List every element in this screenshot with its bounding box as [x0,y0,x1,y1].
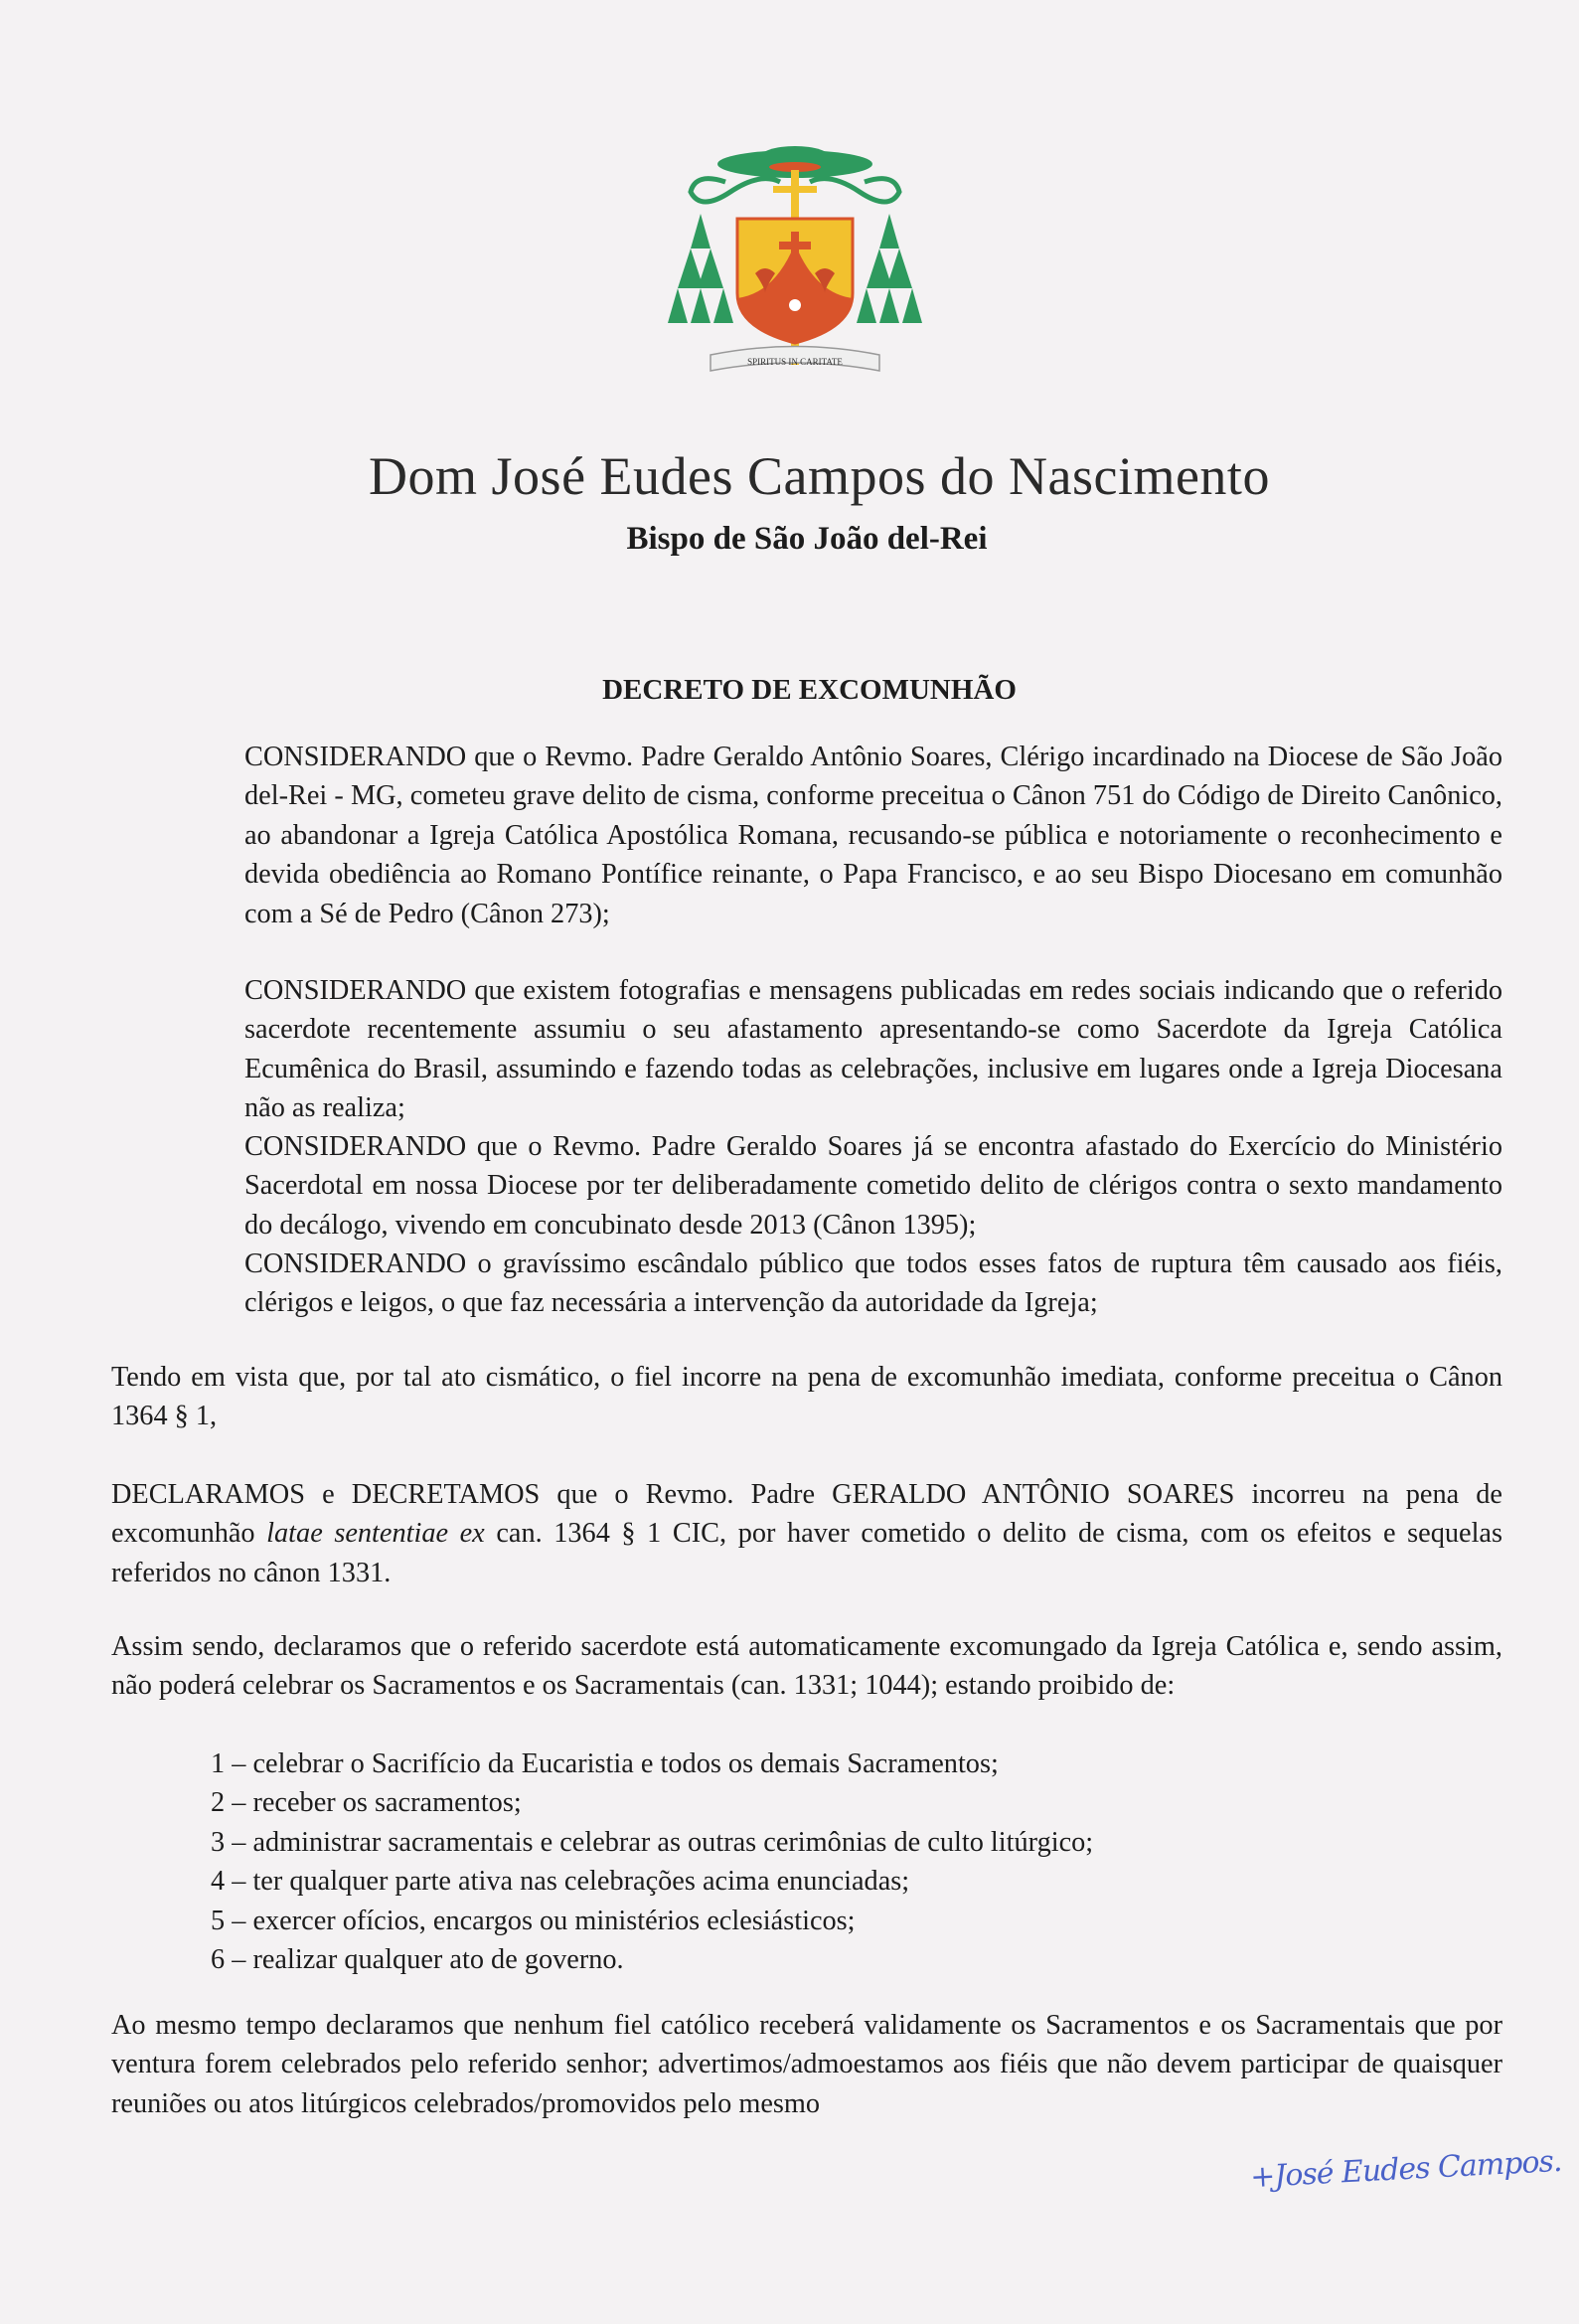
considerando-4: CONSIDERANDO o gravíssimo escândalo público que todos esses fatos de ruptura têm causado aos fiéis, clérigos e leigos, o que faz necessária a intervenção da autoridade da Igreja; [244,1248,1502,1319]
crest-motto: SPIRITUS IN CARITATE [747,357,843,367]
bishop-name: Dom José Eudes Campos do Nascimento [369,446,1270,506]
considerando-2: CONSIDERANDO que existem fotografias e mensagens publicadas em redes sociais indicando que o referido sacerdote recentemente assumiu o seu afastamento apresentando-se como Sacerdote da Igreja Católica Ecumênica do Brasil, assumindo e fazendo todas as celebrações, inclusive em lugares onde a Igreja Diocesana não as realiza; [244,975,1502,1124]
list-item: 5 – exercer ofícios, encargos ou ministérios eclesiásticos; [211,1905,856,1936]
tendo-em-vista-paragraph: Tendo em vista que, por tal ato cismático, o fiel incorre na pena de excomunhão imediata, conforme preceitua o Cânon 1364 § 1, [111,1362,1502,1432]
list-item: 6 – realizar qualquer ato de governo. [211,1944,624,1976]
declaramos-paragraph [111,1475,1502,1592]
declaramos-text-2: can. 1364 § 1 CIC, por haver cometido o delito de cisma, com os efeitos e sequelas referidos no cânon 1331. [111,1518,1502,1588]
latae-sententiae-text: latae sententiae ex [266,1518,485,1550]
list-item: 3 – administrar sacramentais e celebrar as outras cerimônias de culto litúrgico; [211,1826,1094,1858]
ao-mesmo-tempo-paragraph: Ao mesmo tempo declaramos que nenhum fiel católico receberá validamente os Sacramentos e os Sacramentais que por ventura forem celebrados pelo referido senhor; advertimos/admoestamos aos fiéis que não devem participar de quaisquer reuniões ou atos litúrgicos celebrados/promovidos pelo mesmo [111,2010,1502,2119]
coat-of-arms-icon [666,134,924,383]
considerando-3: CONSIDERANDO que o Revmo. Padre Geraldo Soares já se encontra afastado do Exercício do Ministério Sacerdotal em nossa Diocese por ter deliberadamente cometido delito de clérigos contra o sexto mandamento do decálogo, vivendo em concubinato desde 2013 (Cânon 1395); [244,1131,1502,1241]
list-item: 4 – ter qualquer parte ativa nas celebrações acima enunciadas; [211,1866,910,1898]
bishop-role: Bispo de São João del-Rei [626,521,988,557]
declaramos-text-1: DECLARAMOS e DECRETAMOS que o Revmo. Padre GERALDO ANTÔNIO SOARES incorreu na pena de excomunhão [111,1479,1502,1550]
prohibitions-list [211,1744,1093,1979]
decree-title: DECRETO DE EXCOMUNHÃO [602,674,1017,706]
list-item: 2 – receber os sacramentos; [211,1787,522,1819]
list-item: 1 – celebrar o Sacrifício da Eucaristia e todos os demais Sacramentos; [211,1748,999,1779]
assim-sendo-paragraph: Assim sendo, declaramos que o referido sacerdote está automaticamente excomungado da Igreja Católica e, sendo assim, não poderá celebrar os Sacramentos e os Sacramentais (can. 1331; 1044); estando proibido de: [111,1631,1502,1702]
considerando-1: CONSIDERANDO que o Revmo. Padre Geraldo Antônio Soares, Clérigo incardinado na Diocese de São João del-Rei - MG, cometeu grave delito de cisma, conforme preceitua o Cânon 751 do Código de Direito Canônico, ao abandonar a Igreja Católica Apostólica Romana, recusando-se pública e notoriamente o reconhecimento e devida obediência ao Romano Pontífice reinante, o Papa Francisco, e ao seu Bispo Diocesano em comunhão com a Sé de Pedro (Cânon 273); [244,742,1502,929]
signature: +José Eudes Campos. [1249,2143,1563,2196]
